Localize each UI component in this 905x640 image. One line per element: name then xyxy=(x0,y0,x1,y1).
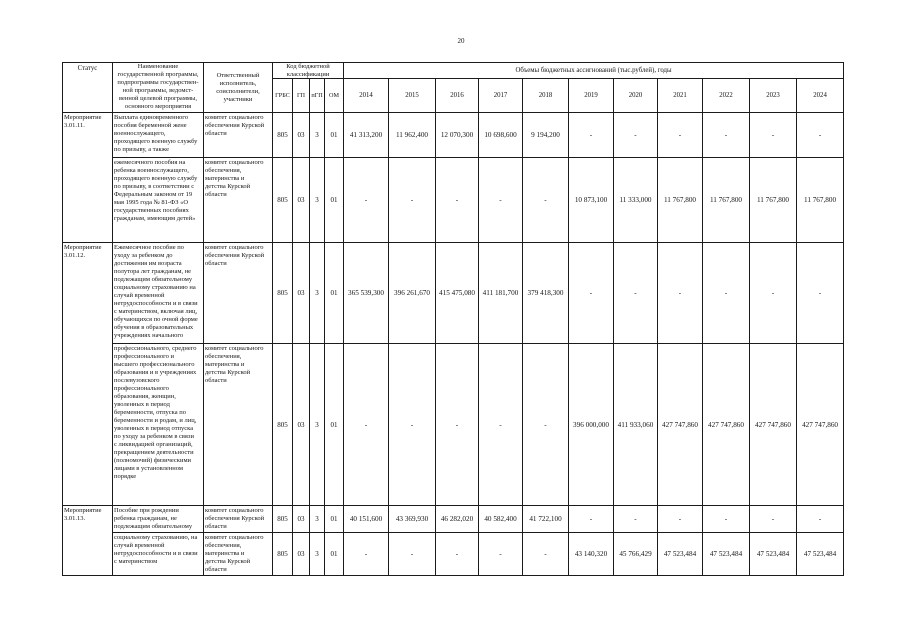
value-cell-2019: - xyxy=(569,113,614,158)
value-cell-2023: 427 747,860 xyxy=(750,344,797,506)
code-cell-pgp: 3 xyxy=(310,243,325,344)
header-year: 2017 xyxy=(479,79,523,113)
header-code-pgp: пГП xyxy=(310,79,325,113)
executor-cell: комитет социального обеспечения, материнства и детства Курской области xyxy=(204,158,273,243)
header-year: 2014 xyxy=(344,79,389,113)
code-cell-gp: 03 xyxy=(293,113,310,158)
value-cell-2024: - xyxy=(797,243,844,344)
header-year: 2016 xyxy=(436,79,479,113)
executor-cell: комитет социального обеспечения Курской области xyxy=(204,506,273,533)
value-cell-2023: - xyxy=(750,113,797,158)
table-row xyxy=(63,506,844,533)
measure-name-cell: Ежемесячное пособие по уходу за ребенком до достижения им возраста полутора лет гражданам, не подлежащим обязательному социальному страхованию на случай временной нетрудоспособности и в связи с материнством, включая лиц, обучающихся по очной форме обучения в образовательных учреждениях начального xyxy=(113,243,204,344)
code-cell-om: 01 xyxy=(325,113,344,158)
value-cell-2019: 43 140,320 xyxy=(569,533,614,576)
table-row xyxy=(63,243,844,344)
value-cell-2022: - xyxy=(703,506,750,533)
value-cell-2016: - xyxy=(436,158,479,243)
value-cell-2015: - xyxy=(389,158,436,243)
code-cell-om: 01 xyxy=(325,243,344,344)
value-cell-2017: 411 181,700 xyxy=(479,243,523,344)
code-cell-grbs: 805 xyxy=(273,243,293,344)
value-cell-2014: - xyxy=(344,533,389,576)
code-cell-gp: 03 xyxy=(293,243,310,344)
status-cell: Мероприятие 3.01.11. xyxy=(63,113,113,243)
value-cell-2022: 427 747,860 xyxy=(703,344,750,506)
value-cell-2018: 41 722,100 xyxy=(523,506,569,533)
value-cell-2015: 43 369,930 xyxy=(389,506,436,533)
value-cell-2015: - xyxy=(389,344,436,506)
value-cell-2018: 9 194,200 xyxy=(523,113,569,158)
executor-cell: комитет социального обеспечения, материнства и детства Курской области xyxy=(204,344,273,506)
value-cell-2018: - xyxy=(523,158,569,243)
code-cell-grbs: 805 xyxy=(273,113,293,158)
header-name: Наименование государственной программы, подпрограммы государствен- ной программы, ведомст- венной целевой программы, основного мероприятия xyxy=(113,63,204,113)
code-cell-gp: 03 xyxy=(293,506,310,533)
value-cell-2022: - xyxy=(703,243,750,344)
code-cell-gp: 03 xyxy=(293,533,310,576)
header-code-grbs: ГРБС xyxy=(273,79,293,113)
header-year: 2018 xyxy=(523,79,569,113)
value-cell-2024: 47 523,484 xyxy=(797,533,844,576)
value-cell-2020: - xyxy=(614,243,658,344)
measure-name-cell: Выплата единовременного пособия беременной жене военнослужащего, проходящего военную службу по призыву, а также xyxy=(113,113,204,158)
code-cell-om: 01 xyxy=(325,506,344,533)
value-cell-2023: - xyxy=(750,243,797,344)
value-cell-2023: 11 767,800 xyxy=(750,158,797,243)
code-cell-pgp: 3 xyxy=(310,533,325,576)
table-row xyxy=(63,158,844,243)
value-cell-2021: - xyxy=(658,506,703,533)
value-cell-2019: - xyxy=(569,243,614,344)
code-cell-om: 01 xyxy=(325,158,344,243)
code-cell-grbs: 805 xyxy=(273,506,293,533)
header-year: 2022 xyxy=(703,79,750,113)
executor-cell: комитет социального обеспечения Курской области xyxy=(204,243,273,344)
executor-cell: комитет социального обеспечения Курской области xyxy=(204,113,273,158)
code-cell-om: 01 xyxy=(325,344,344,506)
value-cell-2017: 40 582,400 xyxy=(479,506,523,533)
measure-name-cell: Пособие при рождении ребенка гражданам, не подлежащим обязательному xyxy=(113,506,204,533)
status-cell: Мероприятие 3.01.12. xyxy=(63,243,113,506)
code-cell-grbs: 805 xyxy=(273,344,293,506)
value-cell-2021: 47 523,484 xyxy=(658,533,703,576)
code-cell-pgp: 3 xyxy=(310,506,325,533)
table-row xyxy=(63,113,844,158)
value-cell-2021: - xyxy=(658,243,703,344)
header-budget-volumes: Объемы бюджетных ассигнований (тыс.рублей), годы xyxy=(344,63,844,79)
measure-name-cell: профессионального, среднего профессионального и высшего профессионального образования и в учреждениях послевузовского профессионального образования, женщин, уволенных в период беременности, отпуска по беременности и родам, и лиц, уволенных в период отпуска по уходу за ребенком в связи с ликвидацией организаций, прекращением деятельности (полномочий) физическими лицами в установленном порядке xyxy=(113,344,204,506)
header-status: Статус xyxy=(63,63,113,113)
value-cell-2019: 396 000,000 xyxy=(569,344,614,506)
value-cell-2016: - xyxy=(436,533,479,576)
value-cell-2018: - xyxy=(523,344,569,506)
value-cell-2016: - xyxy=(436,344,479,506)
budget-table xyxy=(62,62,844,576)
header-budget-codes: Код бюджетной классификации xyxy=(273,63,344,79)
measure-name-cell: ежемесячного пособия на ребенка военнослужащего, проходящего военную службу по призыву, в соответствии с Федеральным законом от 19 мая 1995 года № 81-ФЗ «О государственных пособиях гражданам, имеющим детей» xyxy=(113,158,204,243)
value-cell-2020: - xyxy=(614,113,658,158)
code-cell-pgp: 3 xyxy=(310,158,325,243)
value-cell-2021: 427 747,860 xyxy=(658,344,703,506)
code-cell-grbs: 805 xyxy=(273,533,293,576)
value-cell-2024: 427 747,860 xyxy=(797,344,844,506)
status-cell: Мероприятие 3.01.13. xyxy=(63,506,113,576)
table-row xyxy=(63,533,844,576)
value-cell-2015: 396 261,670 xyxy=(389,243,436,344)
code-cell-pgp: 3 xyxy=(310,113,325,158)
value-cell-2020: 45 766,429 xyxy=(614,533,658,576)
value-cell-2022: - xyxy=(703,113,750,158)
value-cell-2019: - xyxy=(569,506,614,533)
value-cell-2018: - xyxy=(523,533,569,576)
value-cell-2016: 12 070,300 xyxy=(436,113,479,158)
code-cell-om: 01 xyxy=(325,533,344,576)
value-cell-2020: 11 333,000 xyxy=(614,158,658,243)
value-cell-2014: 41 313,200 xyxy=(344,113,389,158)
code-cell-pgp: 3 xyxy=(310,344,325,506)
value-cell-2014: 40 151,600 xyxy=(344,506,389,533)
header-row xyxy=(63,63,844,79)
value-cell-2017: - xyxy=(479,533,523,576)
value-cell-2015: 11 962,400 xyxy=(389,113,436,158)
value-cell-2017: - xyxy=(479,344,523,506)
value-cell-2014: 365 539,300 xyxy=(344,243,389,344)
value-cell-2017: 10 698,600 xyxy=(479,113,523,158)
value-cell-2021: - xyxy=(658,113,703,158)
value-cell-2023: - xyxy=(750,506,797,533)
value-cell-2021: 11 767,800 xyxy=(658,158,703,243)
header-year: 2015 xyxy=(389,79,436,113)
measure-name-cell: социальному страхованию, на случай временной нетрудоспособности и в связи с материнством xyxy=(113,533,204,576)
value-cell-2022: 11 767,800 xyxy=(703,158,750,243)
value-cell-2016: 46 282,020 xyxy=(436,506,479,533)
value-cell-2018: 379 418,300 xyxy=(523,243,569,344)
value-cell-2023: 47 523,484 xyxy=(750,533,797,576)
value-cell-2022: 47 523,484 xyxy=(703,533,750,576)
header-code-gp: ГП xyxy=(293,79,310,113)
value-cell-2024: - xyxy=(797,113,844,158)
table-row xyxy=(63,344,844,506)
value-cell-2015: - xyxy=(389,533,436,576)
header-year: 2024 xyxy=(797,79,844,113)
header-year: 2021 xyxy=(658,79,703,113)
value-cell-2016: 415 475,080 xyxy=(436,243,479,344)
header-year: 2020 xyxy=(614,79,658,113)
value-cell-2020: - xyxy=(614,506,658,533)
value-cell-2014: - xyxy=(344,344,389,506)
executor-cell: комитет социального обеспечения, материнства и детства Курской области xyxy=(204,533,273,576)
code-cell-gp: 03 xyxy=(293,344,310,506)
table-body xyxy=(63,113,844,576)
header-code-om: ОМ xyxy=(325,79,344,113)
value-cell-2014: - xyxy=(344,158,389,243)
value-cell-2024: 11 767,800 xyxy=(797,158,844,243)
value-cell-2024: - xyxy=(797,506,844,533)
value-cell-2019: 10 873,100 xyxy=(569,158,614,243)
value-cell-2017: - xyxy=(479,158,523,243)
page-number: 20 xyxy=(457,37,465,45)
code-cell-grbs: 805 xyxy=(273,158,293,243)
header-year: 2019 xyxy=(569,79,614,113)
value-cell-2020: 411 933,060 xyxy=(614,344,658,506)
header-year: 2023 xyxy=(750,79,797,113)
code-cell-gp: 03 xyxy=(293,158,310,243)
header-executor: Ответственный исполнитель, соисполнители, участники xyxy=(204,63,273,113)
